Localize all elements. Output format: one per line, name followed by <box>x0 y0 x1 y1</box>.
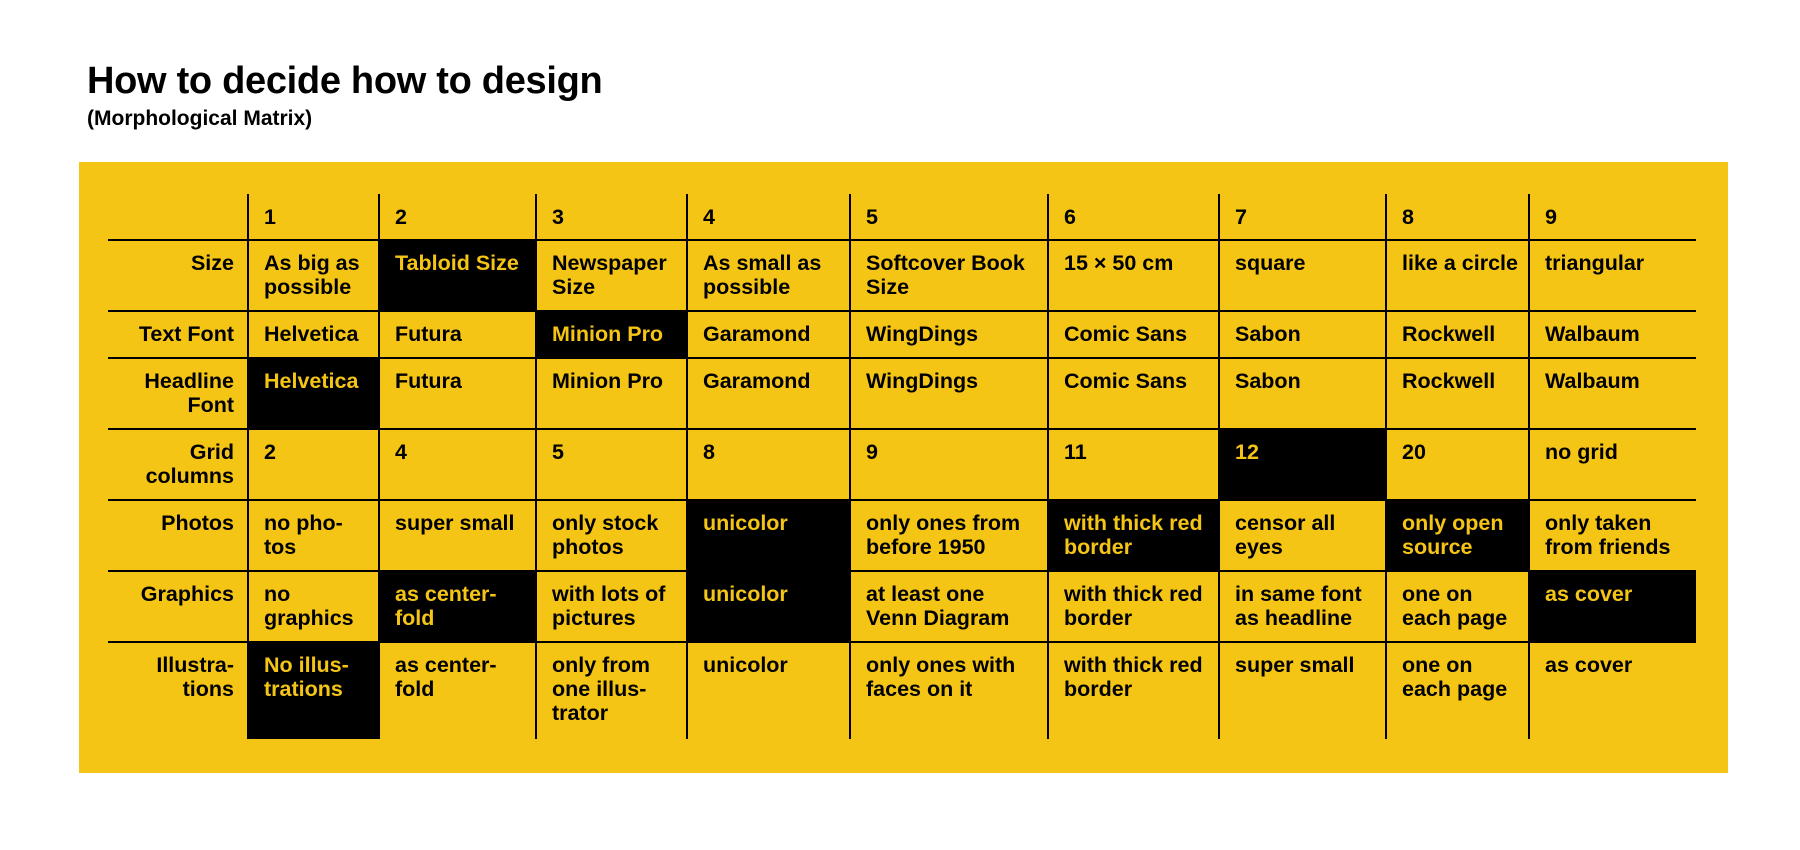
matrix-cell: no pho-tos <box>248 500 379 571</box>
matrix-cell: Rockwell <box>1386 358 1529 429</box>
matrix-cell: WingDings <box>850 358 1048 429</box>
matrix-cell-selected: No illus-trations <box>248 642 379 739</box>
matrix-cell-selected: Minion Pro <box>536 311 687 358</box>
matrix-cell: Sabon <box>1219 311 1386 358</box>
matrix-cell: censor all eyes <box>1219 500 1386 571</box>
matrix-cell: Garamond <box>687 311 850 358</box>
matrix-cell: 4 <box>379 429 536 500</box>
matrix-cell-selected: only open source <box>1386 500 1529 571</box>
corner-cell <box>108 194 248 240</box>
matrix-cell: As big as possible <box>248 240 379 311</box>
matrix-row-illustrations <box>108 642 1696 739</box>
matrix-cell-selected: with thick red border <box>1048 500 1219 571</box>
matrix-cell: Sabon <box>1219 358 1386 429</box>
matrix-row-graphics <box>108 571 1696 642</box>
matrix-cell: 11 <box>1048 429 1219 500</box>
column-header: 6 <box>1048 194 1219 240</box>
matrix-cell: As small as possible <box>687 240 850 311</box>
page-subtitle: (Morphological Matrix) <box>87 107 313 130</box>
column-header: 1 <box>248 194 379 240</box>
matrix-cell: no grid <box>1529 429 1696 500</box>
matrix-cell: 2 <box>248 429 379 500</box>
matrix-cell: triangular <box>1529 240 1696 311</box>
matrix-cell: WingDings <box>850 311 1048 358</box>
matrix-cell-selected: as cover <box>1529 571 1696 642</box>
matrix-cell: Futura <box>379 311 536 358</box>
matrix-cell: only from one illus-trator <box>536 642 687 739</box>
matrix-cell: with thick red border <box>1048 571 1219 642</box>
matrix-cell: Minion Pro <box>536 358 687 429</box>
matrix-cell: Futura <box>379 358 536 429</box>
matrix-cell: in same font as headline <box>1219 571 1386 642</box>
matrix-cell: 9 <box>850 429 1048 500</box>
matrix-cell: only ones with faces on it <box>850 642 1048 739</box>
matrix-row-headline-font <box>108 358 1696 429</box>
matrix-cell: Walbaum <box>1529 311 1696 358</box>
column-header-row <box>108 194 1696 240</box>
matrix-cell: 5 <box>536 429 687 500</box>
column-header: 4 <box>687 194 850 240</box>
matrix-cell: with lots of pictures <box>536 571 687 642</box>
matrix-cell: square <box>1219 240 1386 311</box>
column-header: 3 <box>536 194 687 240</box>
matrix-cell: with thick red border <box>1048 642 1219 739</box>
matrix-panel <box>79 162 1728 773</box>
matrix-row-text-font <box>108 311 1696 358</box>
matrix-cell: Comic Sans <box>1048 358 1219 429</box>
matrix-cell-selected: unicolor <box>687 571 850 642</box>
row-label: Illustra-tions <box>156 653 234 701</box>
matrix-cell: one on each page <box>1386 571 1529 642</box>
matrix-cell: 15 × 50 cm <box>1048 240 1219 311</box>
matrix-cell-selected: unicolor <box>687 500 850 571</box>
matrix-cell-selected: 12 <box>1219 429 1386 500</box>
matrix-cell: at least one Venn Diagram <box>850 571 1048 642</box>
column-header: 9 <box>1529 194 1696 240</box>
row-label: Headline Font <box>108 358 248 429</box>
matrix-cell: only ones from before 1950 <box>850 500 1048 571</box>
row-label: Size <box>108 240 248 311</box>
matrix-cell-selected: Tabloid Size <box>379 240 536 311</box>
matrix-cell: super small <box>1219 642 1386 739</box>
matrix-cell: Walbaum <box>1529 358 1696 429</box>
matrix-cell: super small <box>379 500 536 571</box>
matrix-cell: one on each page <box>1386 642 1529 739</box>
matrix-cell: Comic Sans <box>1048 311 1219 358</box>
matrix-cell: as center-fold <box>379 642 536 739</box>
morphological-matrix <box>108 194 1696 739</box>
row-label: Graphics <box>108 571 248 642</box>
row-label: Photos <box>108 500 248 571</box>
column-header: 5 <box>850 194 1048 240</box>
matrix-cell: 20 <box>1386 429 1529 500</box>
row-label: Grid columns <box>108 429 248 500</box>
matrix-cell: Rockwell <box>1386 311 1529 358</box>
column-header: 2 <box>379 194 536 240</box>
matrix-cell: only taken from friends <box>1529 500 1696 571</box>
matrix-cell: only stock photos <box>536 500 687 571</box>
matrix-row-photos <box>108 500 1696 571</box>
matrix-cell: Newspaper Size <box>536 240 687 311</box>
matrix-cell-selected: as center-fold <box>379 571 536 642</box>
matrix-cell: unicolor <box>687 642 850 739</box>
matrix-row-size <box>108 240 1696 311</box>
matrix-row-grid-columns <box>108 429 1696 500</box>
matrix-cell-selected: Helvetica <box>248 358 379 429</box>
matrix-cell: Softcover Book Size <box>850 240 1048 311</box>
matrix-cell: Garamond <box>687 358 850 429</box>
matrix-cell: 8 <box>687 429 850 500</box>
column-header: 7 <box>1219 194 1386 240</box>
matrix-cell: no graphics <box>248 571 379 642</box>
page-title: How to decide how to design <box>87 60 603 102</box>
column-header: 8 <box>1386 194 1529 240</box>
matrix-cell: as cover <box>1529 642 1696 739</box>
matrix-cell: like a circle <box>1386 240 1529 311</box>
matrix-cell: Helvetica <box>248 311 379 358</box>
row-label: Text Font <box>108 311 248 358</box>
